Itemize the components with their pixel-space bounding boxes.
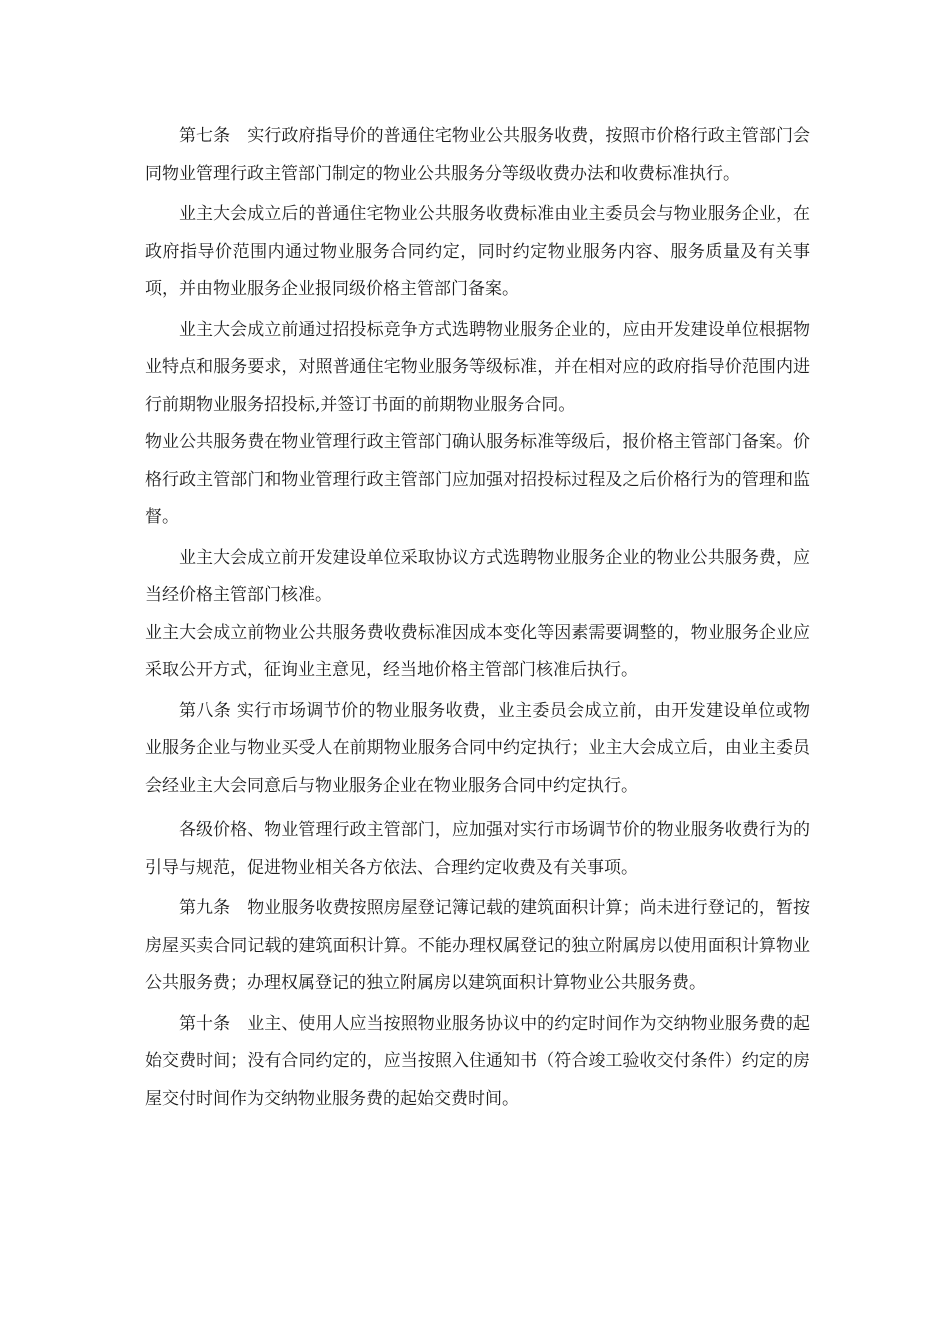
article-7-tender-paragraph: 业主大会成立前通过招投标竞争方式选聘物业服务企业的，应由开发建设单位根据物业特点和服务要求，对照普通住宅物业服务等级标准，并在相对应的政府指导价范围内进行前期物业服务招投标,并签订书面的前期物业服务合同。 [145, 319, 810, 415]
article-7-adjustment-paragraph: 业主大会成立前物业公共服务费收费标准因成本变化等因素需要调整的，物业服务企业应采取公开方式，征询业主意见，经当地价格主管部门核准后执行。 [145, 622, 810, 680]
article-7-paragraph: 第七条 实行政府指导价的普通住宅物业公共服务收费，按照市价格行政主管部门会同物业管理行政主管部门制定的物业公共服务分等级收费办法和收费标准执行。 [145, 126, 810, 184]
article-9-paragraph: 第九条 物业服务收费按照房屋登记簿记载的建筑面积计算；尚未进行登记的，暂按房屋买卖合同记载的建筑面积计算。不能办理权属登记的独立附属房以使用面积计算物业公共服务费；办理权属登记的独立附属房以建筑面积计算物业公共服务费。 [145, 898, 810, 993]
article-8-paragraph: 第八条 实行市场调节价的物业服务收费，业主委员会成立前，由开发建设单位或物业服务企业与物业买受人在前期物业服务合同中约定执行；业主大会成立后，由业主委员会经业主大会同意后与物业服务企业在物业服务合同中约定执行。 [145, 700, 810, 796]
article-8-supervision-paragraph: 各级价格、物业管理行政主管部门，应加强对实行市场调节价的物业服务收费行为的引导与规范，促进物业相关各方依法、合理约定收费及有关事项。 [145, 820, 810, 878]
document-body [145, 118, 810, 1118]
article-7-agreement-paragraph: 业主大会成立前开发建设单位采取协议方式选聘物业服务企业的物业公共服务费，应当经价格主管部门核准。 [145, 547, 810, 605]
article-10-paragraph: 第十条 业主、使用人应当按照物业服务协议中的约定时间作为交纳物业服务费的起始交费时间；没有合同约定的，应当按照入住通知书（符合竣工验收交付条件）约定的房屋交付时间作为交纳物业服务费的起始交费时间。 [145, 1013, 810, 1109]
article-7-owners-assembly-after-paragraph: 业主大会成立后的普通住宅物业公共服务收费标准由业主委员会与物业服务企业，在政府指导价范围内通过物业服务合同约定，同时约定物业服务内容、服务质量及有关事项，并由物业服务企业报同级价格主管部门备案。 [145, 204, 810, 299]
article-7-filing-paragraph: 物业公共服务费在物业管理行政主管部门确认服务标准等级后，报价格主管部门备案。价格行政主管部门和物业管理行政主管部门应加强对招投标过程及之后价格行为的管理和监督。 [145, 432, 810, 527]
